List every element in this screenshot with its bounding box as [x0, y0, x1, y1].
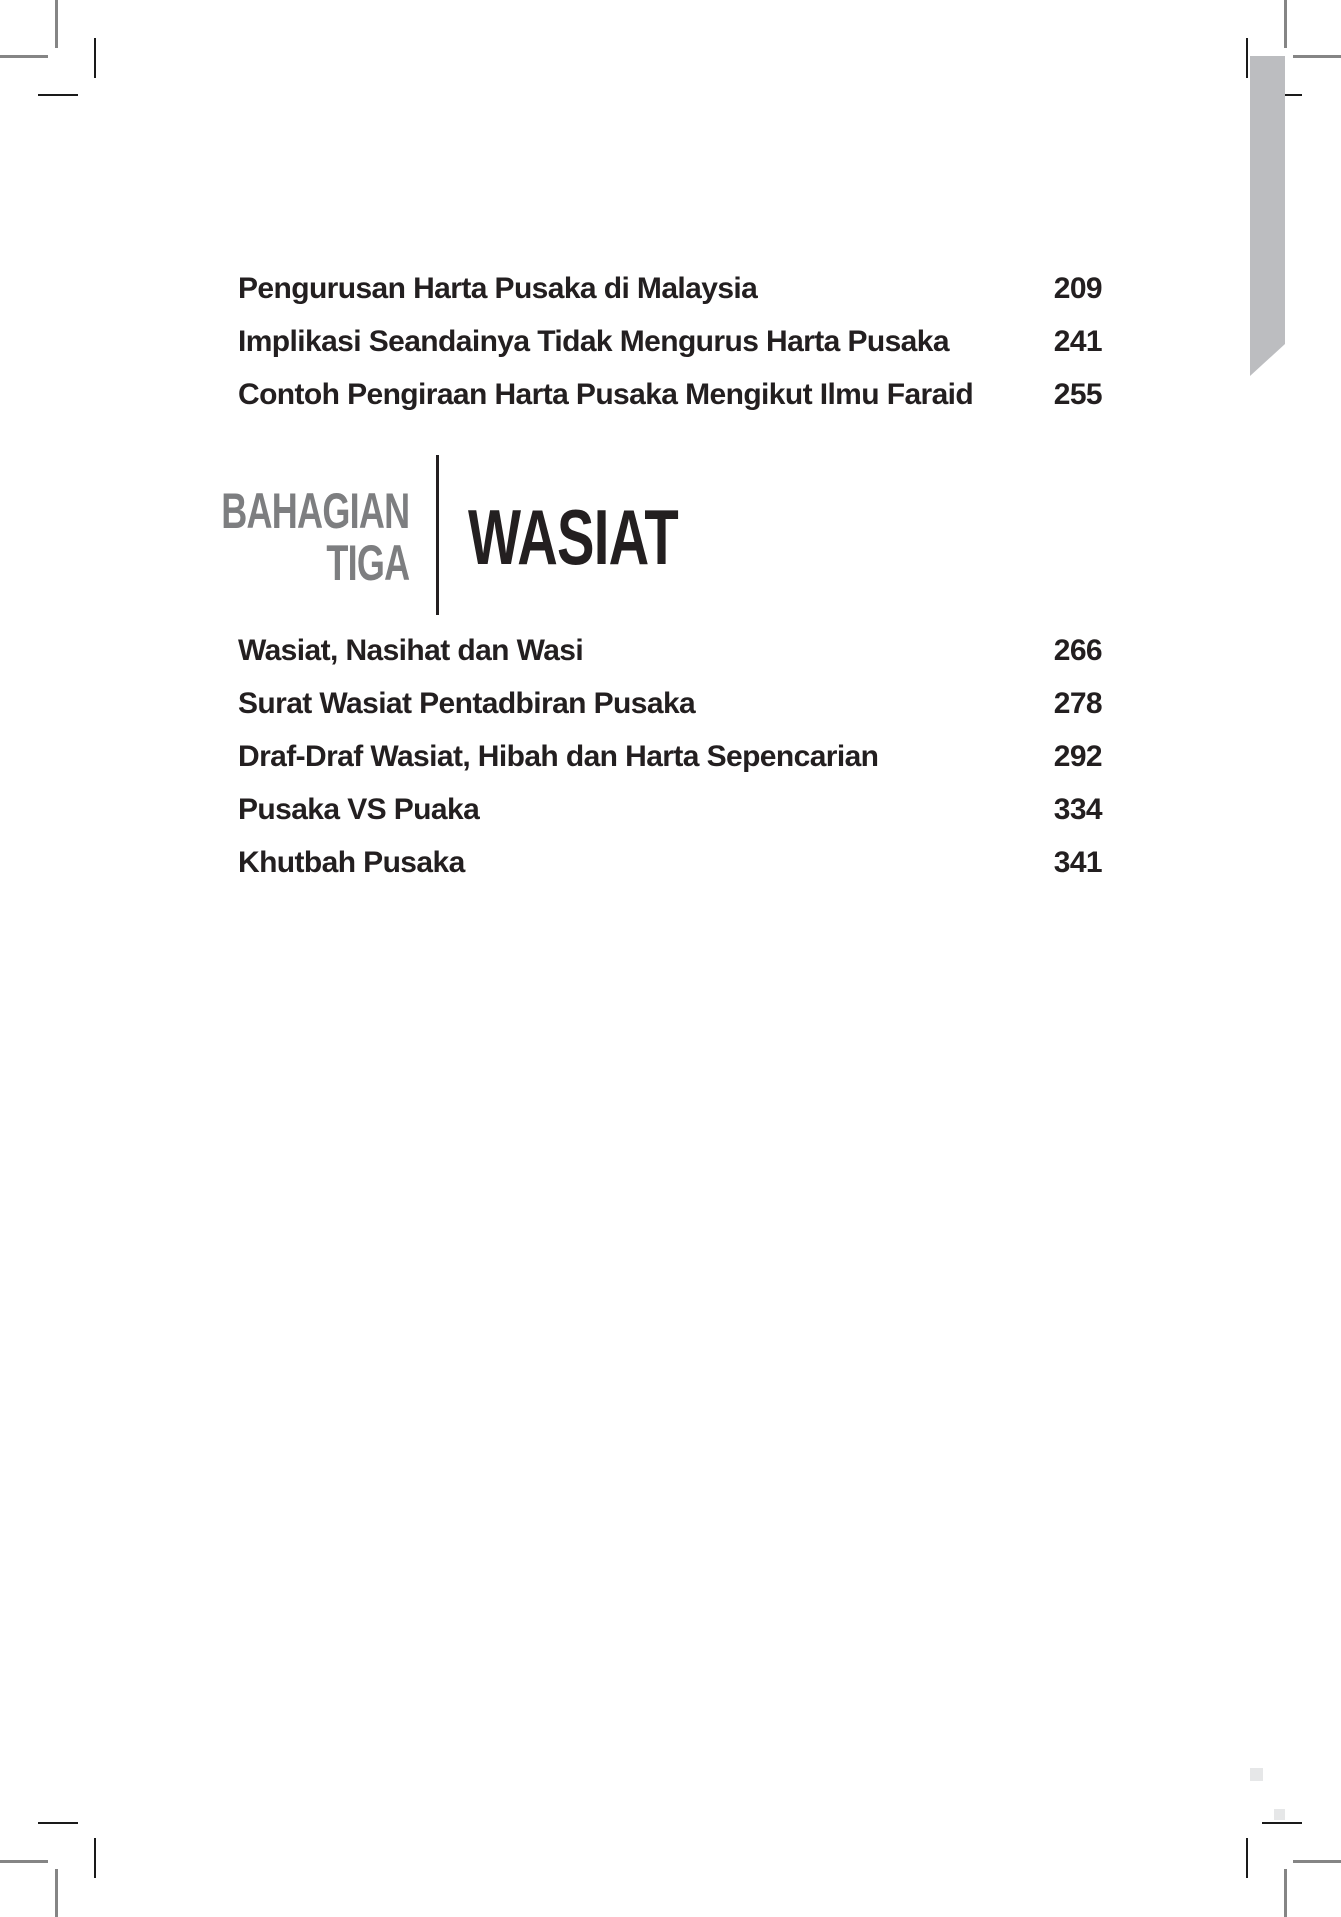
toc-entry[interactable] — [238, 368, 1102, 421]
registration-dot — [1274, 1809, 1285, 1820]
crop-mark — [38, 1822, 78, 1824]
section-header — [220, 455, 738, 615]
crop-mark — [1284, 1869, 1287, 1917]
registration-dot — [1250, 1768, 1263, 1781]
crop-mark — [0, 1860, 48, 1863]
toc-entry-page: 341 — [1053, 846, 1102, 879]
crop-mark — [1246, 1838, 1248, 1878]
toc-entry[interactable] — [238, 783, 1102, 836]
toc-entry-title: Wasiat, Nasihat dan Wasi — [238, 634, 584, 667]
crop-mark — [55, 0, 58, 48]
toc-continued-list — [238, 262, 1102, 421]
thumb-index-tab — [1250, 56, 1285, 376]
toc-entry-title: Pusaka VS Puaka — [238, 793, 480, 826]
crop-mark — [1293, 1860, 1341, 1863]
toc-entry-page: 292 — [1053, 740, 1102, 773]
toc-entry-page: 209 — [1053, 272, 1102, 305]
crop-mark — [1262, 1822, 1302, 1824]
toc-entry-title: Surat Wasiat Pentadbiran Pusaka — [238, 687, 696, 720]
crop-mark — [1284, 0, 1287, 48]
toc-entry-title: Contoh Pengiraan Harta Pusaka Mengikut Ilmu Faraid — [238, 378, 974, 411]
crop-mark — [38, 94, 78, 96]
section-divider — [436, 455, 439, 615]
toc-entry[interactable] — [238, 730, 1102, 783]
section-entries-list — [238, 624, 1102, 889]
toc-entry-page: 266 — [1053, 634, 1102, 667]
crop-mark — [1246, 38, 1248, 78]
crop-mark — [94, 1838, 96, 1878]
toc-entry-title: Implikasi Seandainya Tidak Mengurus Harta Pusaka — [238, 325, 949, 358]
toc-entry[interactable] — [238, 836, 1102, 889]
crop-mark — [1293, 55, 1341, 58]
crop-mark — [55, 1869, 58, 1917]
toc-entry-title: Pengurusan Harta Pusaka di Malaysia — [238, 272, 758, 305]
toc-entry-page: 241 — [1053, 325, 1102, 358]
crop-mark — [94, 38, 96, 78]
section-label-line2: TIGA — [325, 535, 409, 591]
toc-entry[interactable] — [238, 315, 1102, 368]
section-label-line1: BAHAGIAN — [220, 483, 409, 539]
section-label — [221, 485, 409, 589]
toc-entry-page: 255 — [1053, 378, 1102, 411]
toc-entry-page: 278 — [1053, 687, 1102, 720]
toc-entry[interactable] — [238, 624, 1102, 677]
crop-mark — [0, 55, 48, 58]
toc-entry-title: Khutbah Pusaka — [238, 846, 465, 879]
toc-entry[interactable] — [238, 677, 1102, 730]
section-title: WASIAT — [468, 493, 678, 581]
toc-entry-title: Draf-Draf Wasiat, Hibah dan Harta Sepencarian — [238, 740, 879, 773]
toc-entry[interactable] — [238, 262, 1102, 315]
toc-entry-page: 334 — [1053, 793, 1102, 826]
